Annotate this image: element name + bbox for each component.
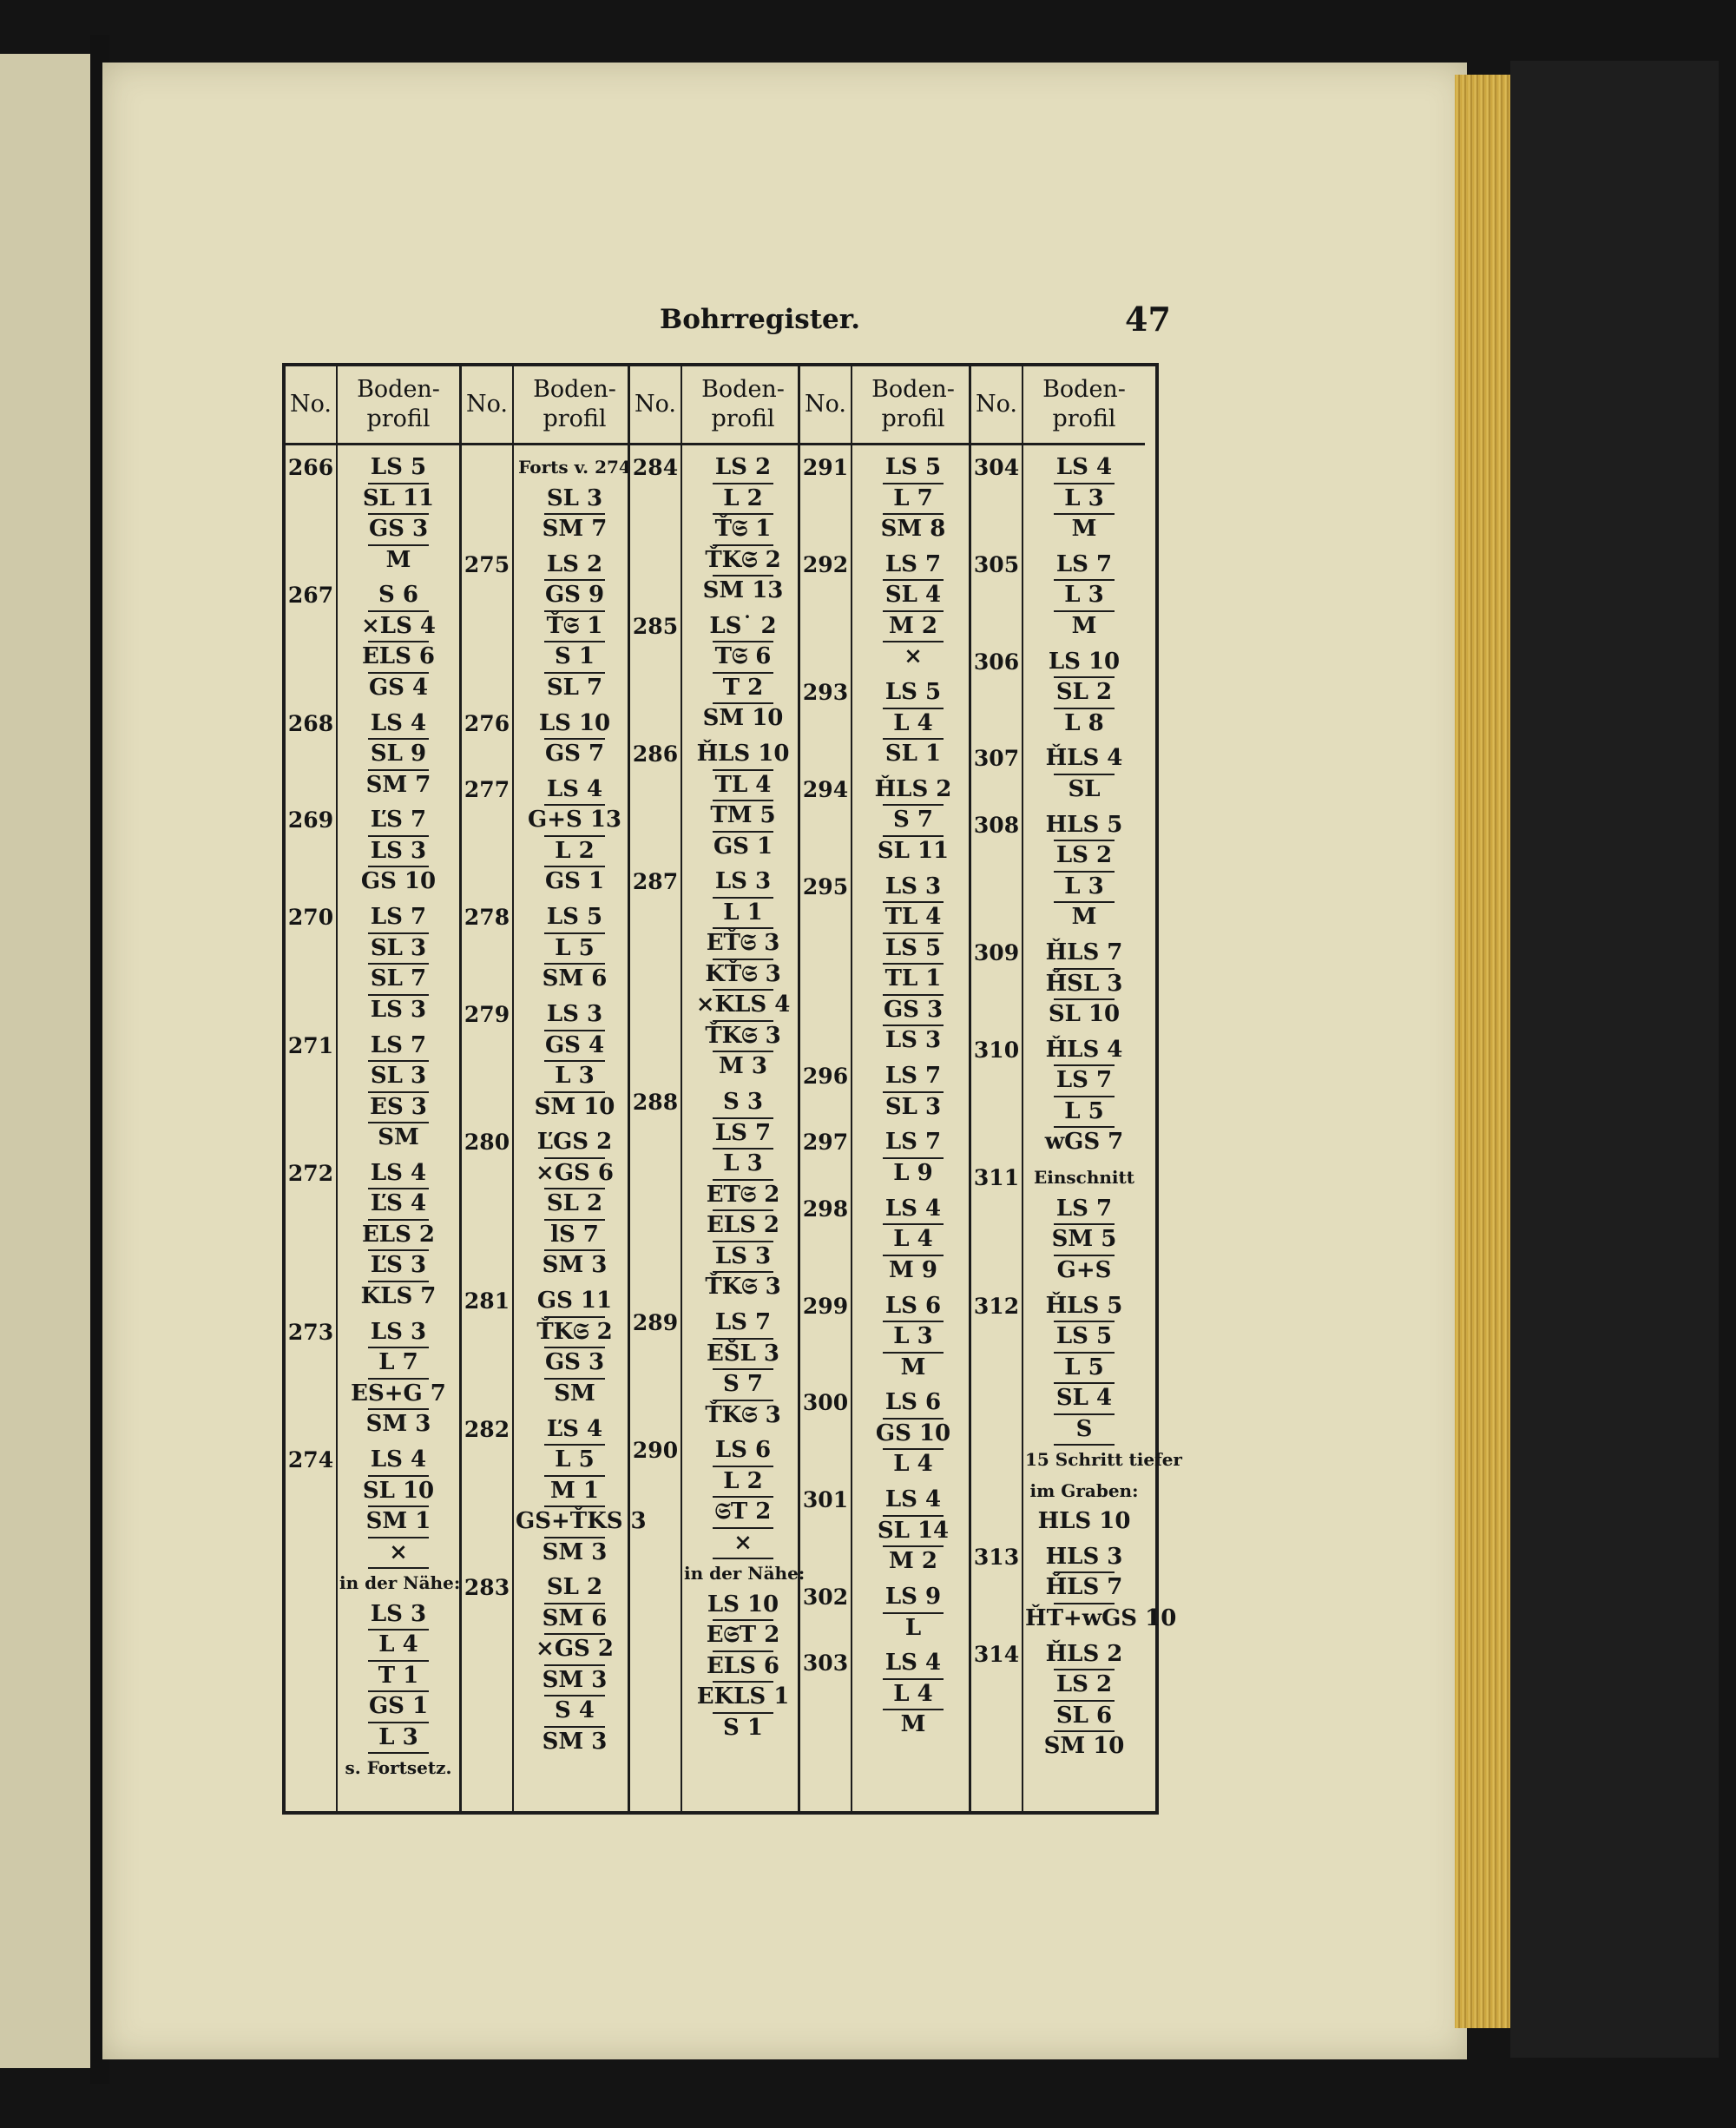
column-header-profile: Boden- profil <box>682 366 804 445</box>
boring-number: 267 <box>287 583 334 609</box>
soil-layer: L 5 <box>1064 1097 1104 1124</box>
profile-note: 15 Schritt tiefer <box>1025 1449 1182 1471</box>
soil-layer: L 3 <box>893 1323 933 1350</box>
boring-number: 279 <box>464 1002 510 1028</box>
soil-layer: LS 3 <box>370 1600 427 1627</box>
boring-number: 307 <box>973 746 1020 772</box>
register-column <box>969 366 1182 1811</box>
soil-layer: LS 7 <box>884 1129 942 1156</box>
boring-number: 309 <box>973 940 1020 966</box>
column-header-profile: Boden- profil <box>852 366 974 445</box>
soil-layer: M <box>1071 904 1097 931</box>
soil-layer: SM 3 <box>365 1411 431 1438</box>
soil-layer: LS 4 <box>884 1486 942 1513</box>
boring-number: 302 <box>802 1584 849 1611</box>
soil-layer: SL 2 <box>546 1574 603 1601</box>
soil-layer: GS 1 <box>544 868 605 895</box>
soil-layer: M <box>1071 612 1097 639</box>
soil-layer: L 1 <box>723 899 763 926</box>
soil-layer: LS 10 <box>707 1591 779 1617</box>
page-edges <box>1455 75 1510 2028</box>
soil-layer: LS 7 <box>884 550 942 577</box>
boring-number: 295 <box>802 873 849 899</box>
soil-layer: L 4 <box>893 709 933 736</box>
soil-layer: HLS 5 <box>1045 811 1123 838</box>
soil-layer: M 9 <box>889 1256 937 1283</box>
boring-number: 271 <box>287 1032 334 1058</box>
soil-layer: LS 3 <box>884 1027 942 1054</box>
soil-layer: 𝔖T 2 <box>714 1499 772 1525</box>
soil-layer: SM 13 <box>702 577 784 603</box>
soil-layer: M 2 <box>889 1548 937 1575</box>
soil-layer: LS 5 <box>884 454 942 480</box>
soil-layer: L 3 <box>1064 582 1104 609</box>
soil-layer: SL 3 <box>370 934 427 961</box>
soil-layer: LS 6 <box>714 1437 772 1464</box>
soil-layer: SL 4 <box>884 582 942 609</box>
soil-layer: ȞLS 7 <box>1045 939 1123 966</box>
soil-layer: ELS 6 <box>361 643 436 670</box>
soil-layer: LS 7 <box>1055 1195 1113 1222</box>
column-header-profile: Boden- profil <box>1023 366 1145 445</box>
soil-layer: SM 3 <box>542 1728 608 1755</box>
boring-number: 305 <box>973 551 1020 577</box>
soil-layer: ELS 2 <box>361 1221 436 1248</box>
column-rule <box>1022 443 1023 1811</box>
soil-layer: L 4 <box>893 1226 933 1253</box>
soil-layer: ȞLS 7 <box>1045 1574 1123 1601</box>
soil-layer: LS 10 <box>538 709 611 736</box>
column-header-profile: Boden- profil <box>338 366 459 445</box>
soil-layer: ×GS 6 <box>536 1159 614 1186</box>
boring-number: 275 <box>464 551 510 577</box>
soil-layer: SL 4 <box>1055 1385 1113 1412</box>
boring-number: 281 <box>464 1288 510 1314</box>
soil-layer: GS 1 <box>368 1693 429 1720</box>
soil-layer: M <box>900 1354 926 1380</box>
soil-layer: LS 2 <box>714 454 772 480</box>
soil-layer: SL 14 <box>877 1517 950 1544</box>
soil-layer: T 1 <box>378 1662 419 1689</box>
soil-layer: GS 1 <box>713 833 773 860</box>
soil-layer: LS 4 <box>1055 454 1113 480</box>
soil-layer: GS 11 <box>536 1288 613 1314</box>
boring-number: 292 <box>802 551 849 577</box>
soil-layer: ĽS 4 <box>546 1415 603 1442</box>
soil-layer: S 7 <box>723 1371 763 1398</box>
soil-layer: M <box>1071 516 1097 542</box>
soil-layer: L <box>904 1614 922 1641</box>
soil-layer: LS 4 <box>370 1446 427 1473</box>
soil-layer: LS 5 <box>884 679 942 706</box>
soil-layer: ×GS 2 <box>536 1636 614 1663</box>
boring-number: 299 <box>802 1293 849 1319</box>
column-rule <box>512 443 514 1811</box>
soil-layer: ȞLS 4 <box>1045 745 1123 772</box>
boring-number: 312 <box>973 1293 1020 1319</box>
boring-number: 310 <box>973 1037 1020 1063</box>
soil-layer: × <box>904 643 923 670</box>
boring-number: 300 <box>802 1390 849 1416</box>
soil-layer: ȞLS 2 <box>874 775 952 802</box>
soil-layer: ŤK𝔖 3 <box>705 1274 781 1301</box>
soil-layer: L 5 <box>1064 1354 1104 1380</box>
soil-layer: ȞLS 10 <box>696 741 790 768</box>
boring-number: 272 <box>287 1160 334 1186</box>
soil-layer: GS 3 <box>544 1349 605 1376</box>
soil-layer: S 7 <box>893 807 933 833</box>
soil-layer: LS 4 <box>884 1195 942 1222</box>
soil-layer: TL 4 <box>884 904 942 931</box>
column-header-no: No. <box>800 366 852 445</box>
soil-layer: GS 10 <box>360 868 437 895</box>
soil-layer: LS 7 <box>884 1063 942 1090</box>
column-header-no: No. <box>462 366 514 445</box>
soil-layer: TL 4 <box>714 771 772 798</box>
soil-layer: L 3 <box>555 1063 595 1090</box>
register-column <box>628 366 806 1811</box>
soil-layer: wGS 7 <box>1044 1129 1124 1156</box>
soil-layer: GS 7 <box>544 741 605 768</box>
soil-layer: L 5 <box>555 934 595 961</box>
soil-layer: GS 4 <box>544 1031 605 1058</box>
column-header-profile: Boden- profil <box>514 366 635 445</box>
soil-layer: S <box>1075 1415 1093 1442</box>
soil-layer: LS 3 <box>714 868 772 895</box>
soil-layer: S 4 <box>555 1697 595 1724</box>
register-column <box>798 366 971 1811</box>
soil-layer: ŤK𝔖 2 <box>536 1318 613 1345</box>
soil-layer: GS 4 <box>368 674 429 701</box>
soil-layer: GS 3 <box>883 996 944 1023</box>
soil-layer: LS 6 <box>884 1292 942 1319</box>
soil-layer: SL 3 <box>884 1093 942 1120</box>
soil-layer: SM 3 <box>542 1252 608 1279</box>
soil-layer: SM 10 <box>702 705 784 732</box>
facing-page-edge <box>0 54 102 2068</box>
soil-layer: ŤK𝔖 3 <box>705 1401 781 1428</box>
soil-layer: SM 3 <box>542 1666 608 1693</box>
soil-layer: M 1 <box>550 1477 599 1504</box>
boring-number: 278 <box>464 905 510 931</box>
boring-number: 286 <box>632 741 679 768</box>
soil-layer: L 7 <box>893 484 933 511</box>
soil-layer: Ť𝔖 1 <box>546 612 603 639</box>
soil-layer: ×KLS 4 <box>695 992 791 1018</box>
boring-number: 311 <box>973 1165 1020 1191</box>
soil-layer: S 6 <box>378 582 418 609</box>
profile-note: Forts v. 274 <box>518 457 631 478</box>
soil-layer: M <box>900 1711 926 1738</box>
soil-layer: SL 3 <box>370 1063 427 1090</box>
soil-layer: SL 2 <box>546 1190 603 1217</box>
soil-layer: GS 9 <box>544 582 605 609</box>
soil-layer: SL <box>1068 775 1101 802</box>
soil-layer: LS 7 <box>714 1309 772 1336</box>
soil-layer: SL 7 <box>546 674 603 701</box>
soil-layer: SL 11 <box>362 484 435 511</box>
boring-number: 289 <box>632 1310 679 1336</box>
boring-number: 283 <box>464 1575 510 1601</box>
boring-number: 285 <box>632 613 679 639</box>
profile-note: Einschnitt <box>1034 1167 1134 1189</box>
soil-layer: ELS 6 <box>706 1652 780 1679</box>
soil-layer: LS 3 <box>370 837 427 864</box>
book-cover <box>1510 61 1719 2058</box>
soil-layer: M 2 <box>889 612 937 639</box>
soil-layer: SL 6 <box>1055 1702 1113 1729</box>
page-number: 47 <box>1125 300 1171 339</box>
soil-layer: SM <box>378 1124 419 1151</box>
soil-layer: ET𝔖 2 <box>706 1181 780 1208</box>
soil-layer: L 4 <box>893 1680 933 1707</box>
column-rule <box>336 443 338 1811</box>
profile-note: in der Nähe: <box>684 1563 806 1584</box>
soil-layer: TL 1 <box>884 965 942 992</box>
soil-layer: SM 8 <box>880 516 946 542</box>
soil-layer: L 8 <box>1064 709 1104 736</box>
soil-layer: EKLS 1 <box>696 1683 790 1710</box>
soil-layer: S 1 <box>555 643 595 670</box>
soil-layer: E𝔖T 2 <box>706 1622 780 1649</box>
soil-layer: LS 5 <box>546 904 603 931</box>
soil-layer: GS 10 <box>875 1420 951 1446</box>
boring-number: 280 <box>464 1130 510 1156</box>
soil-layer: T𝔖 6 <box>714 643 772 670</box>
soil-layer: SL 10 <box>1048 1001 1121 1028</box>
soil-layer: EŤ𝔖 3 <box>706 930 780 957</box>
soil-layer: LS 3 <box>714 1242 772 1269</box>
boring-number: 304 <box>973 455 1020 480</box>
register-column <box>286 366 459 1811</box>
soil-layer: LS 5 <box>884 934 942 961</box>
soil-layer: ĽGS 2 <box>536 1129 613 1156</box>
soil-layer: ȞLS 5 <box>1045 1292 1123 1319</box>
boring-number: 266 <box>287 455 334 480</box>
soil-layer: ȞLS 2 <box>1045 1640 1123 1667</box>
soil-layer: HLS 10 <box>1037 1508 1131 1535</box>
soil-layer: lS 7 <box>550 1221 599 1248</box>
boring-number: 282 <box>464 1416 510 1442</box>
soil-layer: SM 5 <box>1051 1226 1117 1253</box>
soil-layer: LS 4 <box>546 775 603 802</box>
soil-layer: LS 9 <box>884 1584 942 1611</box>
boring-number: 293 <box>802 680 849 706</box>
soil-layer: L 2 <box>723 484 763 511</box>
column-rule <box>851 443 852 1811</box>
soil-layer: L 4 <box>893 1451 933 1478</box>
boring-number: 288 <box>632 1090 679 1116</box>
soil-layer: LS 10 <box>1048 648 1121 675</box>
boring-number: 270 <box>287 905 334 931</box>
boring-number: 306 <box>973 649 1020 675</box>
boring-number: 308 <box>973 812 1020 838</box>
soil-layer: LS 3 <box>370 996 427 1023</box>
soil-layer: SL 11 <box>877 837 950 864</box>
profile-note: im Graben: <box>1029 1479 1139 1501</box>
soil-layer: ĽS 3 <box>370 1252 427 1279</box>
soil-layer: LS 6 <box>884 1389 942 1416</box>
boring-number: 303 <box>802 1650 849 1677</box>
soil-layer: ES 3 <box>370 1093 427 1120</box>
soil-layer: L 3 <box>1064 484 1104 511</box>
boring-number: 284 <box>632 455 679 480</box>
soil-layer: × <box>389 1538 408 1565</box>
column-header-no: No. <box>971 366 1023 445</box>
soil-layer: ĽS 7 <box>370 807 427 833</box>
soil-layer: ȞT+wGS 10 <box>1025 1604 1177 1631</box>
boring-number: 296 <box>802 1064 849 1090</box>
soil-layer: S 3 <box>723 1089 763 1116</box>
soil-layer: L 9 <box>893 1159 933 1186</box>
soil-layer: SL 3 <box>546 484 603 511</box>
soil-layer: LS 7 <box>370 904 427 931</box>
soil-layer: SM 7 <box>542 516 608 542</box>
soil-layer: SM 10 <box>1043 1733 1125 1760</box>
soil-layer: SM 6 <box>542 1604 608 1631</box>
boring-number: 297 <box>802 1130 849 1156</box>
soil-layer: LS 2 <box>1055 1671 1113 1698</box>
soil-layer: SM 7 <box>365 771 431 798</box>
soil-layer: L 3 <box>1064 873 1104 899</box>
soil-layer: SM 3 <box>542 1538 608 1565</box>
soil-layer: SM 1 <box>365 1508 431 1535</box>
soil-layer: M <box>385 546 411 573</box>
running-title: Bohrregister. <box>660 304 861 335</box>
boring-number: 273 <box>287 1319 334 1345</box>
soil-layer: ES+G 7 <box>351 1380 446 1407</box>
soil-layer: TM 5 <box>710 802 776 829</box>
soil-layer: SL 7 <box>370 965 427 992</box>
soil-layer: SL 9 <box>370 741 427 768</box>
soil-layer: LS 5 <box>1055 1323 1113 1350</box>
soil-layer: Ť𝔖 1 <box>714 516 772 542</box>
soil-layer: L 5 <box>555 1446 595 1473</box>
soil-layer: M 3 <box>719 1053 767 1080</box>
boring-number: 274 <box>287 1447 334 1473</box>
soil-layer: L 3 <box>723 1150 763 1177</box>
column-rule <box>681 443 682 1811</box>
boring-number: 277 <box>464 776 510 802</box>
soil-layer: SM 10 <box>534 1093 615 1120</box>
soil-layer: G+S <box>1056 1256 1112 1283</box>
boring-number: 294 <box>802 776 849 802</box>
soil-layer: ŤK𝔖 2 <box>705 546 781 573</box>
boring-number: 290 <box>632 1438 679 1464</box>
soil-layer: SL 10 <box>362 1477 435 1504</box>
soil-layer: G+S 13 <box>528 807 621 833</box>
soil-layer: LS 7 <box>370 1031 427 1058</box>
soil-layer: ŤK𝔖 3 <box>705 1022 781 1049</box>
soil-layer: LS˙ 2 <box>709 612 777 639</box>
soil-layer: T 2 <box>722 674 764 701</box>
soil-layer: KŤ𝔖 3 <box>705 960 781 987</box>
soil-layer: × <box>733 1529 753 1556</box>
soil-layer: ELS 2 <box>706 1212 780 1239</box>
soil-layer: LS 5 <box>370 454 427 480</box>
soil-layer: LS 2 <box>1055 842 1113 869</box>
soil-layer: L 3 <box>378 1723 418 1750</box>
soil-layer: L 2 <box>555 837 595 864</box>
soil-layer: SL 1 <box>884 741 942 768</box>
profile-note: in der Nähe: <box>339 1572 461 1594</box>
soil-layer: ȞLS 4 <box>1045 1036 1123 1063</box>
soil-layer: GS+ŤKS 3 <box>516 1508 647 1535</box>
soil-layer: HLS 3 <box>1045 1543 1123 1570</box>
soil-layer: LS 7 <box>1055 550 1113 577</box>
soil-layer: LS 4 <box>884 1650 942 1677</box>
soil-layer: L 2 <box>723 1467 763 1494</box>
soil-layer: GS 3 <box>368 516 429 542</box>
soil-layer: LS 3 <box>884 873 942 899</box>
soil-layer: SL 2 <box>1055 679 1113 706</box>
register-column <box>459 366 647 1811</box>
soil-layer: LS 4 <box>370 1159 427 1186</box>
boring-number: 313 <box>973 1544 1020 1570</box>
soil-layer: LS 2 <box>546 550 603 577</box>
column-header-no: No. <box>630 366 682 445</box>
soil-layer: L 7 <box>378 1349 418 1376</box>
boring-number: 298 <box>802 1196 849 1222</box>
soil-layer: ĽS 4 <box>370 1190 427 1217</box>
soil-layer: LS 7 <box>714 1119 772 1146</box>
soil-layer: LS 7 <box>1055 1067 1113 1094</box>
soil-layer: LS 4 <box>370 709 427 736</box>
soil-layer: LS 3 <box>546 1001 603 1028</box>
soil-layer: ȞSL 3 <box>1045 970 1123 997</box>
drill-register-table <box>282 363 1182 1815</box>
soil-layer: EŠL 3 <box>706 1340 780 1367</box>
profile-note: s. Fortsetz. <box>345 1757 452 1779</box>
soil-layer: LS 3 <box>370 1318 427 1345</box>
soil-layer: KLS 7 <box>360 1282 437 1309</box>
boring-number: 268 <box>287 710 334 736</box>
soil-layer: SM <box>554 1380 595 1407</box>
boring-number: 287 <box>632 869 679 895</box>
boring-number: 301 <box>802 1487 849 1513</box>
boring-number: 269 <box>287 807 334 833</box>
column-header-no: No. <box>286 366 338 445</box>
soil-layer: S 1 <box>723 1714 763 1741</box>
boring-number: 276 <box>464 710 510 736</box>
soil-layer: L 4 <box>378 1631 418 1658</box>
boring-number: 291 <box>802 455 849 480</box>
soil-layer: ×LS 4 <box>361 612 436 639</box>
boring-number: 314 <box>973 1641 1020 1667</box>
soil-layer: SM 6 <box>542 965 608 992</box>
